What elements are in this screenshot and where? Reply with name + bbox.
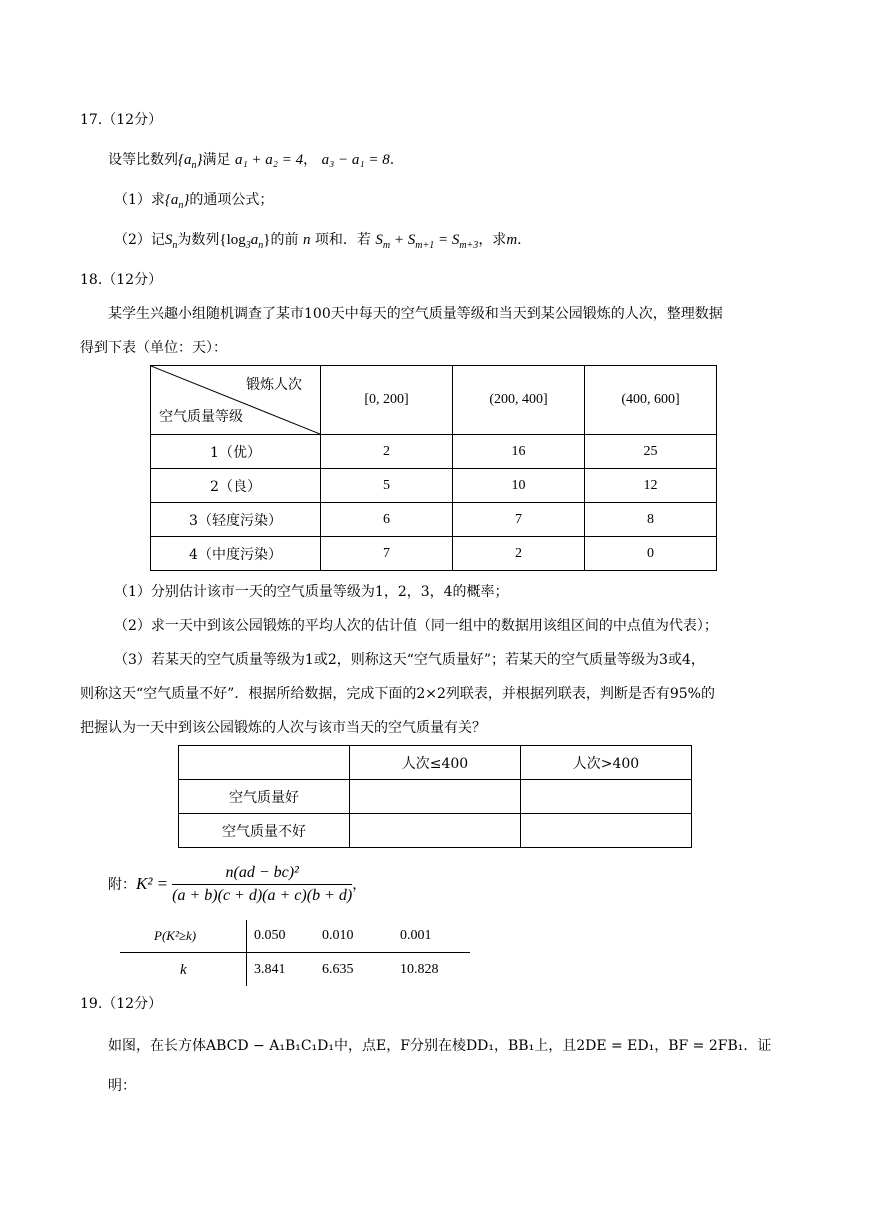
table-cell: 6 bbox=[321, 503, 453, 537]
table-cell: 0.010 bbox=[322, 928, 354, 943]
table-cell: 16 bbox=[453, 435, 585, 469]
row-label: 1（优） bbox=[151, 435, 321, 469]
table-cell: 12 bbox=[585, 469, 717, 503]
table-row bbox=[151, 537, 717, 571]
row-label: 4（中度污染） bbox=[151, 537, 321, 571]
table-cell: 6.635 bbox=[322, 962, 354, 977]
col-header: (400, 600] bbox=[585, 366, 717, 435]
blank-cell[interactable] bbox=[350, 780, 521, 814]
blank-cell[interactable] bbox=[521, 814, 692, 848]
table-cell: 2 bbox=[453, 537, 585, 571]
row-label: 空气质量不好 bbox=[179, 814, 350, 848]
col-header: 人次>400 bbox=[521, 746, 692, 780]
q18-heading: 18.（12分） bbox=[80, 272, 163, 288]
k-label: k bbox=[180, 962, 187, 978]
q17-heading: 17.（12分） bbox=[80, 112, 163, 128]
table-corner-cell bbox=[151, 366, 321, 435]
formula-denominator: (a + b)(c + d)(a + c)(b + d) bbox=[172, 886, 353, 904]
blank-cell[interactable] bbox=[521, 780, 692, 814]
q18-part1: （1）分别估计该市一天的空气质量等级为1，2，3，4的概率； bbox=[114, 584, 509, 600]
table-row bbox=[179, 780, 692, 814]
table-cell: 5 bbox=[321, 469, 453, 503]
row-label: 3（轻度污染） bbox=[151, 503, 321, 537]
col-header: (200, 400] bbox=[453, 366, 585, 435]
table-cell: 25 bbox=[585, 435, 717, 469]
q17-part2: （2）记$S_n$为数列$\{\log_3a_n\}$的前 n 项和．若 $S_m + S_{m+1} = S_{m+3}$，求m. bbox=[114, 232, 522, 251]
table-row bbox=[179, 814, 692, 848]
blank-cell[interactable] bbox=[350, 814, 521, 848]
empty-cell bbox=[179, 746, 350, 780]
table-row bbox=[151, 503, 717, 537]
corner-top-label: 锻炼人次 bbox=[246, 377, 302, 393]
q19-line1: 如图，在长方体ABCD − A₁B₁C₁D₁中，点E，F分别在棱DD₁，BB₁上，且2DE = ED₁，BF = 2FB₁．证 bbox=[108, 1038, 772, 1054]
contingency-table bbox=[178, 745, 692, 848]
critical-value-table bbox=[120, 920, 470, 986]
table-cell: 7 bbox=[453, 503, 585, 537]
formula-numerator: n(ad − bc)² bbox=[172, 864, 352, 885]
q18-intro-1: 某学生兴趣小组随机调查了某市100天中每天的空气质量等级和当天到某公园锻炼的人次，整理数据 bbox=[108, 306, 723, 322]
q19-line2: 明： bbox=[108, 1078, 136, 1094]
q19-heading: 19.（12分） bbox=[80, 996, 163, 1012]
table-cell: 10 bbox=[453, 469, 585, 503]
table-cell: 10.828 bbox=[400, 962, 439, 977]
q17-intro: 设等比数列$\{a_n\}$满足 a₁ + a₂ = 4， a₃ − a₁ = 8. bbox=[108, 152, 395, 171]
air-quality-table bbox=[150, 365, 717, 571]
table-cell: 2 bbox=[321, 435, 453, 469]
table-row bbox=[151, 469, 717, 503]
q17-part1: （1）求$\{a_n\}$的通项公式； bbox=[114, 192, 274, 211]
table-cell: 0 bbox=[585, 537, 717, 571]
table-cell: 0.001 bbox=[400, 928, 432, 943]
k2-formula: 附： K² = $\frac{\text{n(ad − bc)²}}{(a + b)(c + d)(a + c)(b + d)}$ ， bbox=[108, 863, 367, 904]
table-cell: 3.841 bbox=[254, 962, 286, 977]
col-header: 人次≤400 bbox=[350, 746, 521, 780]
table-cell: 7 bbox=[321, 537, 453, 571]
row-label: 空气质量好 bbox=[179, 780, 350, 814]
q18-part3-line3: 把握认为一天中到该公园锻炼的人次与该市当天的空气质量有关？ bbox=[80, 720, 486, 736]
row-label: 2（良） bbox=[151, 469, 321, 503]
table-cell: 0.050 bbox=[254, 928, 286, 943]
table-row bbox=[151, 435, 717, 469]
corner-bottom-label: 空气质量等级 bbox=[159, 409, 243, 425]
table-cell: 8 bbox=[585, 503, 717, 537]
q18-part3-line1: （3）若某天的空气质量等级为1或2，则称这天“空气质量好”；若某天的空气质量等级为3或4， bbox=[114, 652, 705, 668]
prob-label: P(K²≥k) bbox=[154, 928, 197, 943]
q18-part3-line2: 则称这天“空气质量不好”．根据所给数据，完成下面的2×2列联表，并根据列联表，判断是否有95%的 bbox=[80, 686, 715, 702]
col-header: [0, 200] bbox=[321, 366, 453, 435]
q18-intro-2: 得到下表（单位：天）： bbox=[80, 340, 227, 356]
q18-part2: （2）求一天中到该公园锻炼的平均人次的估计值（同一组中的数据用该组区间的中点值为代表）； bbox=[114, 618, 718, 634]
